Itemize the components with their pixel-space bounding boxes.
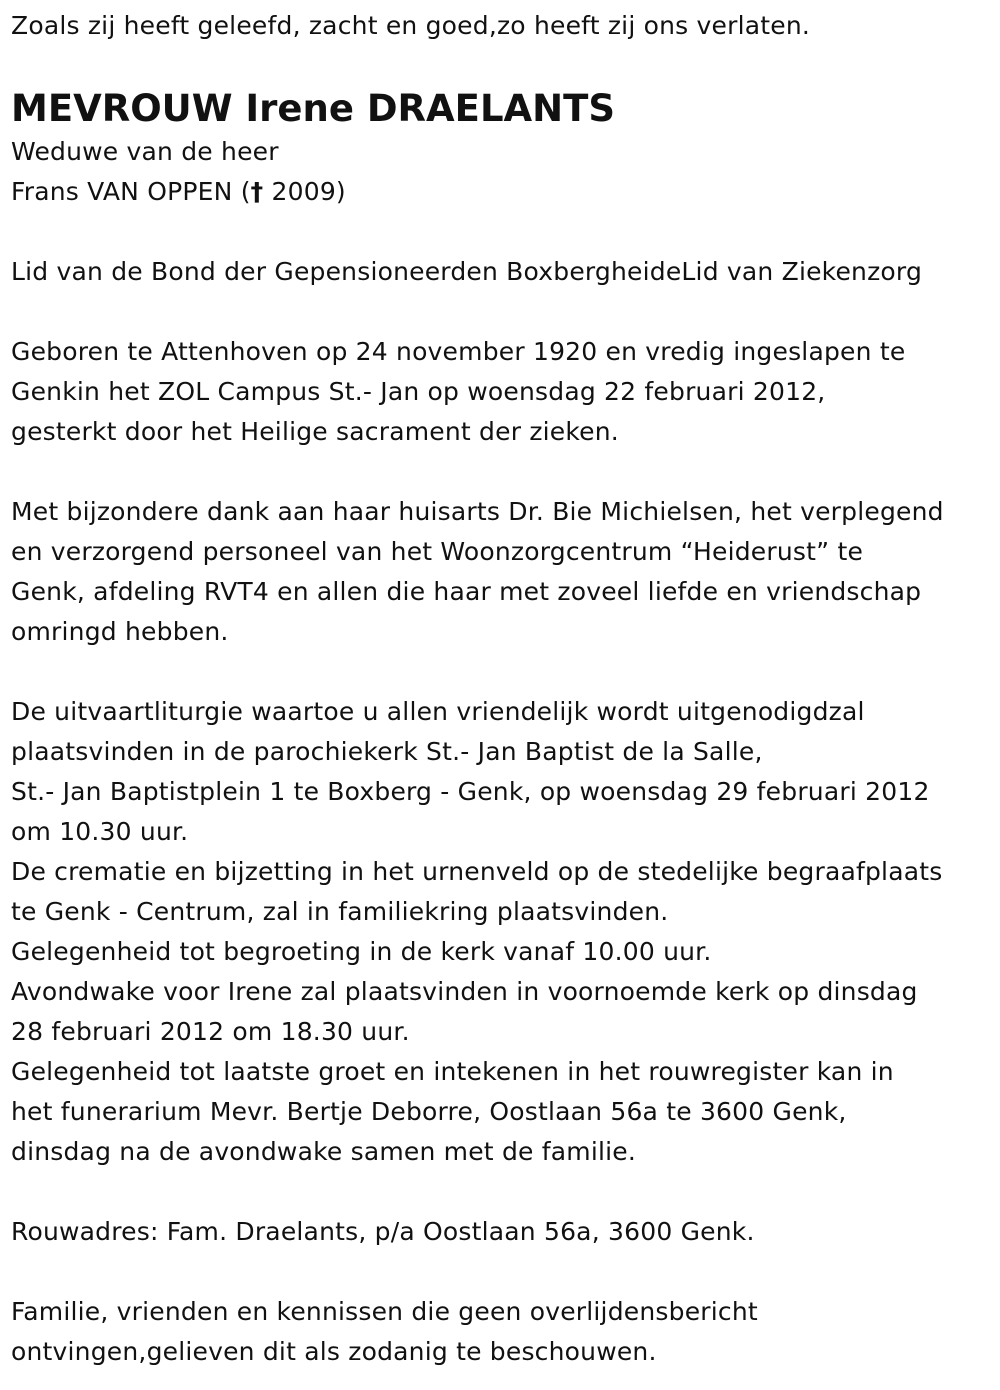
deceased-name-heading: MEVROUW Irene DRAELANTS [11,87,616,130]
paragraph-line: De crematie en bijzetting in het urnenveld op de stedelijke begraafplaats [11,857,943,886]
paragraph-line: te Genk - Centrum, zal in familiekring plaatsvinden. [11,897,669,926]
paragraph-line: 28 februari 2012 om 18.30 uur. [11,1017,410,1046]
spacer [11,292,991,332]
paragraph-line: Met bijzondere dank aan haar huisarts Dr. Bie Michielsen, het verplegend [11,497,944,526]
paragraph-line: Avondwake voor Irene zal plaatsvinden in voornoemde kerk op dinsdag [11,977,918,1006]
paragraph-line: ontvingen,gelieven dit als zodanig te beschouwen. [11,1337,657,1366]
closing-paragraph [11,1292,991,1372]
spouse-line [11,172,991,212]
thanks-paragraph [11,492,991,652]
paragraph-line: Genk, afdeling RVT4 en allen die haar met zoveel liefde en vriendschap [11,577,922,606]
paragraph-line: dinsdag na de avondwake samen met de familie. [11,1137,636,1166]
paragraph-line: Familie, vrienden en kennissen die geen overlijdensbericht [11,1297,758,1326]
paragraph-line: Gelegenheid tot laatste groet en intekenen in het rouwregister kan in [11,1057,894,1086]
paragraph-line: omringd hebben. [11,617,229,646]
spacer [11,1172,991,1212]
paragraph-line: het funerarium Mevr. Bertje Deborre, Oostlaan 56a te 3600 Genk, [11,1097,847,1126]
funeral-paragraph [11,692,991,1172]
spouse-name: Frans VAN OPPEN ( [11,177,251,206]
spacer [11,652,991,692]
spacer [11,212,991,252]
membership-text: Lid van de Bond der Gepensioneerden BoxbergheideLid van Ziekenzorg [11,257,923,286]
paragraph-line: St.- Jan Baptistplein 1 te Boxberg - Genk, op woensdag 29 februari 2012 [11,777,930,806]
spacer [11,452,991,492]
paragraph-line: Geboren te Attenhoven op 24 november 1920 en vredig ingeslapen te [11,337,906,366]
widow-line: Weduwe van de heer [11,137,279,166]
spacer [11,1252,991,1292]
paragraph-line: gesterkt door het Heilige sacrament der zieken. [11,417,619,446]
paragraph-line: om 10.30 uur. [11,817,189,846]
paragraph-line: en verzorgend personeel van het Woonzorgcentrum “Heiderust” te [11,537,864,566]
cross-icon: † [250,177,264,206]
paragraph-line: Gelegenheid tot begroeting in de kerk vanaf 10.00 uur. [11,937,712,966]
spouse-death-year: 2009) [263,177,346,206]
motto-text: Zoals zij heeft geleefd, zacht en goed,zo heeft zij ons verlaten. [11,11,811,40]
mourning-address: Rouwadres: Fam. Draelants, p/a Oostlaan 56a, 3600 Genk. [11,1217,755,1246]
paragraph-line: Genkin het ZOL Campus St.- Jan op woensdag 22 februari 2012, [11,377,826,406]
obituary-notice [11,0,991,1372]
birth-death-paragraph [11,332,991,452]
paragraph-line: plaatsvinden in de parochiekerk St.- Jan Baptist de la Salle, [11,737,763,766]
paragraph-line: De uitvaartliturgie waartoe u allen vriendelijk wordt uitgenodigdzal [11,697,865,726]
